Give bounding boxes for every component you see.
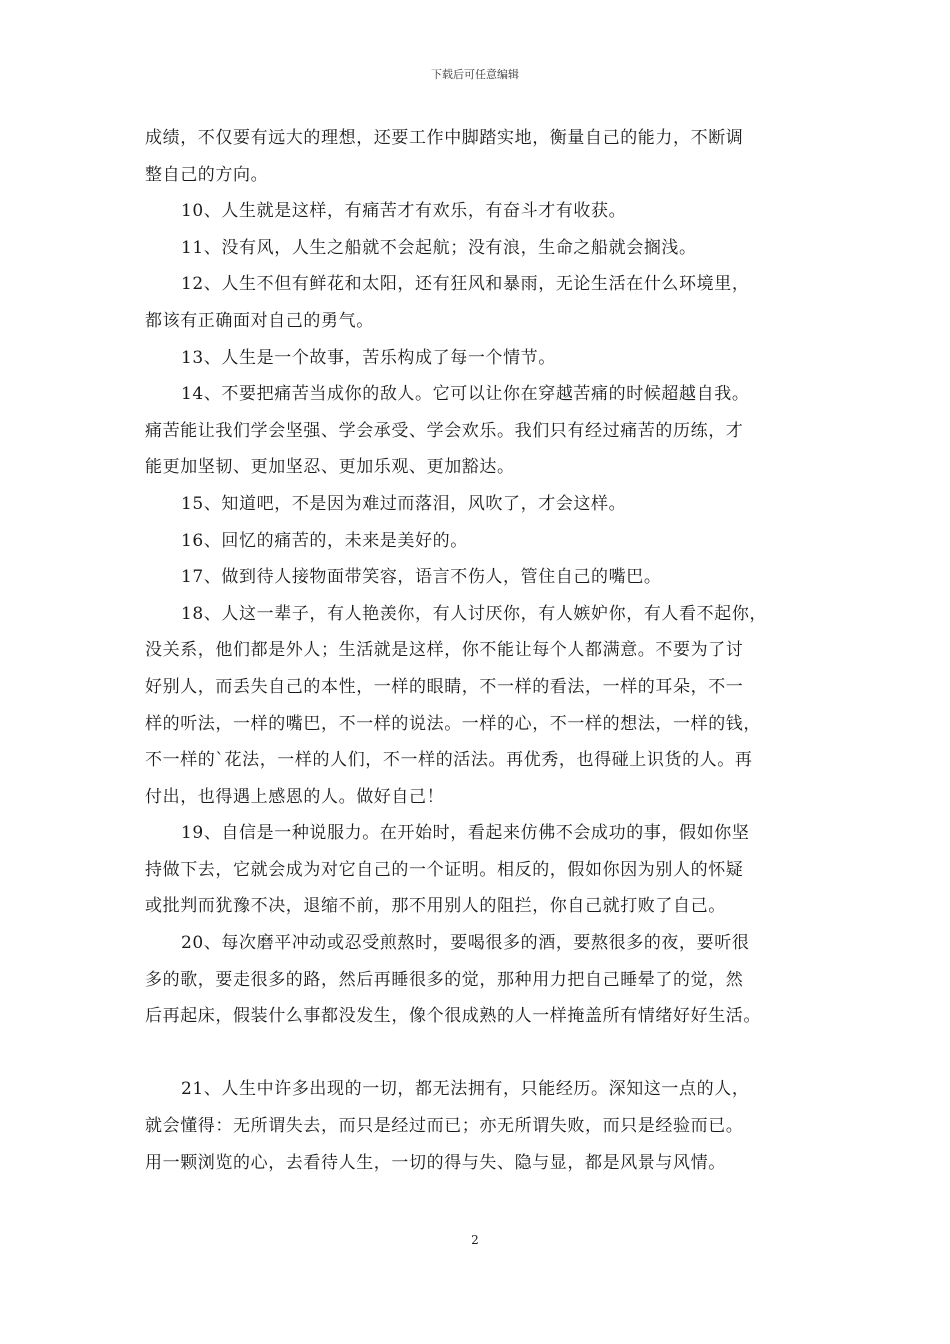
paragraph-12: 12、人生不但有鲜花和太阳，还有狂风和暴雨，无论生活在什么环境里， 都该有正确面对自己的勇气。: [145, 274, 750, 331]
blank-line: [145, 1035, 825, 1072]
page-header: 下载后可任意编辑: [431, 68, 519, 81]
paragraph-16: 16、回忆的痛苦的，未来是美好的。: [181, 530, 468, 551]
paragraph-15: 15、知道吧，不是因为难过而落泪，风吹了，才会这样。: [181, 493, 627, 514]
paragraph-18: 18、人这一辈子，有人艳羡你，有人讨厌你，有人嫉妒你，有人看不起你， 没关系，他们都是外人；生活就是这样，你不能让每个人都满意。不要为了讨 好别人，而丢失自己的本性，一样的眼睛，不一样的看法，一样的耳朵，不一 样的听法，一样的嘴巴，不一样的说法。一样的心，不一样的想法，一样的钱， 不一样的`花法，一样的人们，不一样的活法。再优秀，也得碰上识货的人。再 付出，也得遇上感恩的人。做好自己！: [145, 603, 768, 807]
paragraph-20: 20、每次磨平冲动或忍受煎熬时，要喝很多的酒，要熬很多的夜，要听很 多的歌，要走很多的路，然后再睡很多的觉，那种用力把自己睡晕了的觉，然 后再起床，假装什么事都没发生，像个很成熟的人一样掩盖所有情绪好好生活。: [145, 933, 761, 1027]
paragraph-13: 13、人生是一个故事，苦乐构成了每一个情节。: [181, 347, 556, 368]
paragraph-17: 17、做到待人接物面带笑容，语言不伤人，管住自己的嘴巴。: [181, 567, 662, 588]
document-body: [145, 120, 825, 1181]
page-number: 2: [471, 1233, 479, 1247]
paragraph-11: 11、没有风，人生之船就不会起航；没有浪，生命之船就会搁浅。: [181, 237, 697, 258]
paragraph-21: 21、人生中许多出现的一切，都无法拥有，只能经历。深知这一点的人， 就会懂得：无所谓失去，而只是经过而已；亦无所谓失败，而只是经验而已。 用一颗浏览的心，去看待人生，一切的得与失、隐与显，都是风景与风情。: [145, 1079, 750, 1173]
paragraph-continuation: 成绩，不仅要有远大的理想，还要工作中脚踏实地，衡量自己的能力，不断调 整自己的方向。: [145, 128, 744, 185]
paragraph-19: 19、自信是一种说服力。在开始时，看起来仿佛不会成功的事，假如你坚 持做下去，它就会成为对它自己的一个证明。相反的，假如你因为别人的怀疑 或批判而犹豫不决，退缩不前，那不用别人的阻拦，你自己就打败了自己。: [145, 823, 750, 917]
paragraph-10: 10、人生就是这样，有痛苦才有欢乐，有奋斗才有收获。: [181, 201, 627, 222]
paragraph-14: 14、不要把痛苦当成你的敌人。它可以让你在穿越苦痛的时候超越自我。 痛苦能让我们学会坚强、学会承受、学会欢乐。我们只有经过痛苦的历练，才 能更加坚韧、更加坚忍、更加乐观、更加豁达。: [145, 384, 750, 478]
